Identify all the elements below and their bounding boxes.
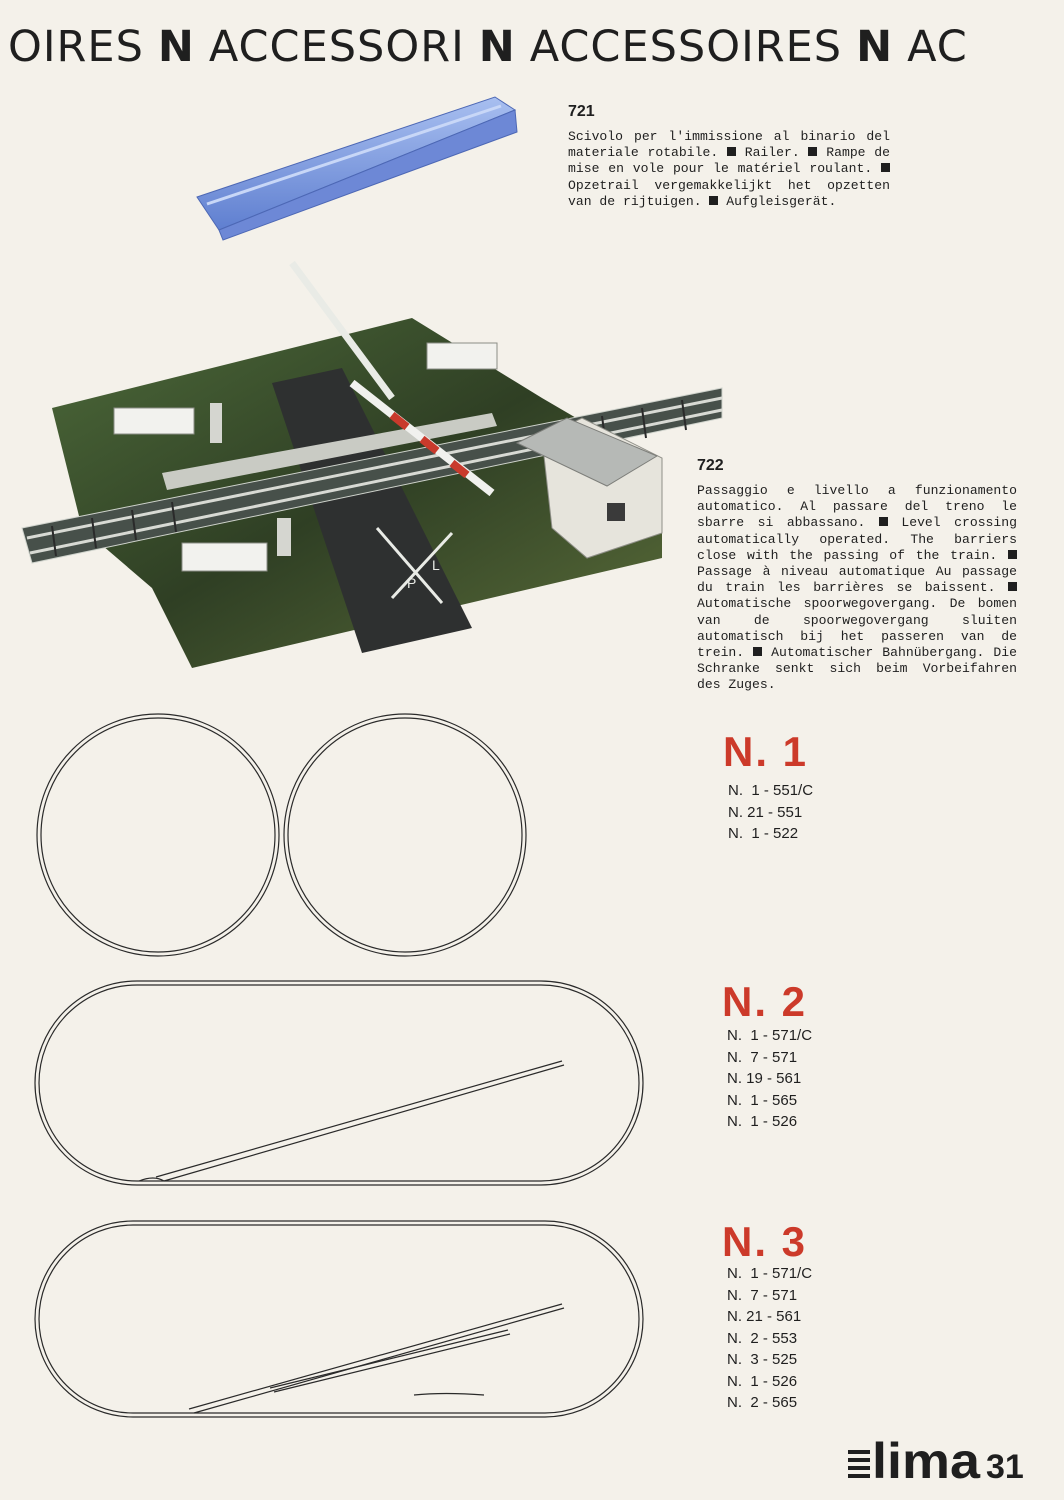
part-line: N. 19 - 561 — [727, 1070, 802, 1087]
part-line: N. 1 - 571/C — [727, 1265, 813, 1282]
bullet-square — [727, 147, 736, 156]
parts-list-2 — [727, 1025, 812, 1133]
level-crossing-image — [22, 258, 722, 678]
railer-image — [195, 92, 535, 242]
product-number: 722 — [697, 457, 724, 474]
parts-list-3 — [727, 1263, 812, 1414]
crossing-l: L — [432, 557, 440, 573]
part-line: N. 1 - 526 — [727, 1113, 798, 1130]
product-description: Scivolo per l'immissione al binario del materiale rotabile. Railer. Rampe de mise en vole pour le matériel roulant. Opzetrail vergemakkelijkt het opzetten van de rijtuigen. Aufgleisgerät. — [568, 129, 891, 209]
product-number: 721 — [568, 103, 595, 120]
header-bullet: N — [478, 22, 516, 72]
header-word: ACCESSOIRES — [529, 22, 843, 72]
crossing-p: P — [407, 575, 417, 591]
part-line: N. 2 - 565 — [727, 1394, 798, 1411]
part-line: N. 2 - 553 — [727, 1329, 798, 1347]
part-line: N. 3 - 525 — [727, 1351, 798, 1368]
page-header — [8, 22, 1064, 72]
lima-wordmark: lima — [872, 1433, 982, 1489]
product-description: Passaggio e livello a funzionamento automatico. Al passare del treno le sbarre si abbassano. Level crossing automatically operated. The barriers close with the passing of the train. Passage à niveau automatique Au passage du train les barrières se baissent. Automatische spoorwegovergang. De bomen van de spoorwegovergang sluiten automatisch bij het passeren van de trein. Automatischer Bahnübergang. Die Schranke senkt sich beim Vorbeifahren des Zuges. — [697, 483, 1017, 693]
bullet-square — [1008, 550, 1017, 559]
layout-title: N. 3 — [722, 1218, 808, 1265]
layout-2-diagram — [34, 980, 654, 1190]
part-line: N. 21 - 561 — [727, 1308, 802, 1325]
bullet-square — [709, 196, 718, 205]
product-721 — [568, 103, 890, 210]
bullet-square — [808, 147, 817, 156]
layout-1-diagram — [35, 712, 535, 962]
bullet-square — [881, 163, 890, 172]
part-line: N. 7 - 571 — [727, 1048, 798, 1066]
part-line: N. 1 - 526 — [727, 1372, 798, 1390]
part-line: N. 1 - 571/C — [727, 1027, 813, 1044]
bullet-square — [1008, 582, 1017, 591]
header-word: ACCESSORI — [208, 22, 465, 72]
part-line: N. 7 - 571 — [727, 1286, 798, 1304]
parts-list-1 — [728, 780, 813, 845]
product-722 — [697, 457, 1017, 694]
bullet-square — [879, 517, 888, 526]
part-line: N. 21 - 551 — [728, 803, 803, 821]
lima-logo — [848, 1432, 982, 1489]
header-word: OIRES — [8, 22, 144, 72]
header-bullet: N — [157, 22, 195, 72]
layout-title: N. 1 — [723, 728, 809, 775]
layout-title: N. 2 — [722, 978, 808, 1025]
header-bullet: N — [856, 22, 894, 72]
header-word: AC — [907, 22, 968, 72]
part-line: N. 1 - 565 — [727, 1091, 798, 1109]
part-line: N. 1 - 551/C — [728, 782, 814, 799]
bullet-square — [753, 647, 762, 656]
page-number: 31 — [986, 1448, 1024, 1486]
part-line: N. 1 - 522 — [728, 825, 799, 842]
layout-3-diagram — [34, 1220, 654, 1420]
